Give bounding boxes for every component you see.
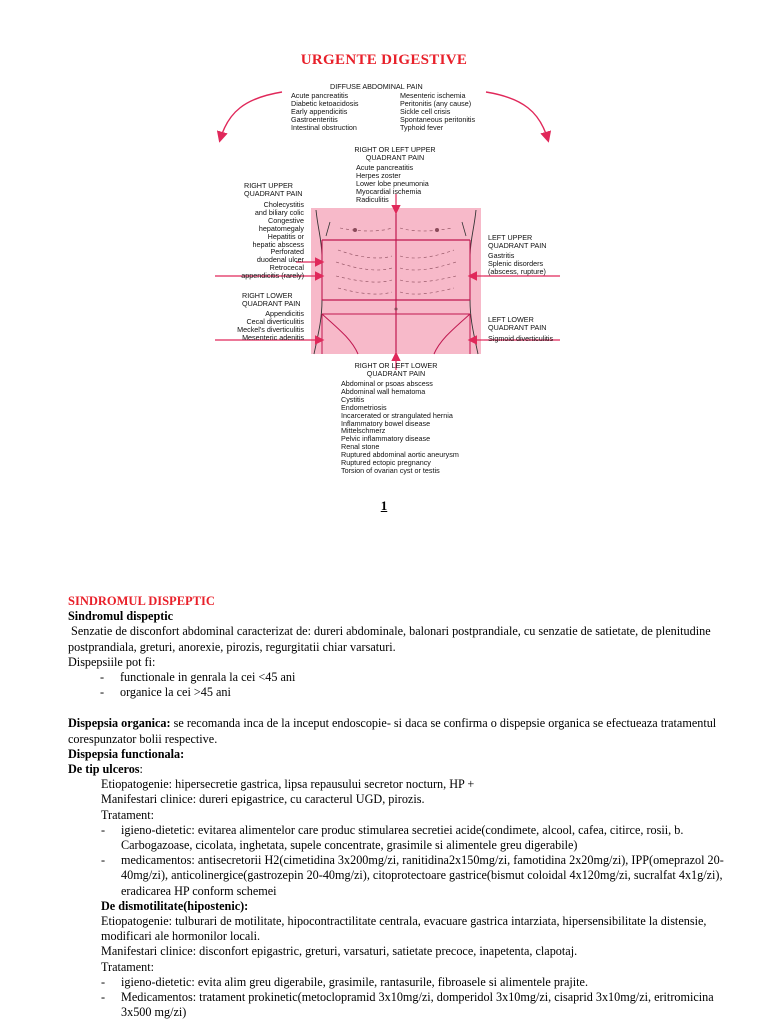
rl-upper-list — [356, 164, 429, 204]
rl-lower-list — [341, 380, 459, 475]
list-item: - igieno-dietetic: evitarea alimentelor care produc stimularea secretiei acide(condimete, alcool, cafea, citirce, rosii, b. Carbogazoase, cicolata, inghetata, supele concentrate, grasimile si alimentele greu digerabile) — [101, 822, 684, 853]
types-list — [68, 670, 728, 700]
list-item: Myocardial ischemia — [356, 186, 422, 196]
page-title: URGENTE DIGESTIVE — [300, 52, 468, 68]
organica-paragraph: Dispepsia organica: se recomanda inca de la inceput endoscopie- si daca se confirma o dispepsie organica se efectueaza tratamentul corespunzator bolii respective. — [68, 716, 720, 746]
list-item: Sigmoid diverticulitis — [488, 334, 554, 343]
dismotilitate-heading: De dismotilitate(hipostenic): — [101, 898, 249, 913]
right-upper-list — [222, 201, 304, 280]
list-item: Endometriosis — [341, 402, 387, 412]
list-item: Diabetic ketoacidosis — [291, 98, 359, 108]
list-item: Cystitis — [341, 394, 365, 404]
list-item: - functionale in genrala la cei <45 ani — [100, 670, 296, 685]
list-item: Gastroenteritis — [291, 114, 338, 124]
ulceros-heading: De tip ulceros: — [68, 762, 143, 777]
list-item: - Medicamentos: tratament prokinetic(metoclopramid 3x10mg/zi, domperidol 3x10mg/zi, cisaprid 3x10mg/zi, eritromicina 3x500 mg/zi) — [101, 990, 714, 1020]
list-item: duodenal ulcer — [256, 255, 304, 265]
list-item: Splenic disorders — [488, 258, 544, 268]
right-lower-list — [216, 310, 304, 342]
list-item: Acute pancreatitis — [291, 91, 349, 100]
diffuse-pain-list-left — [291, 92, 359, 132]
list-item: Meckel's diverticulitis — [237, 324, 304, 334]
list-item: Retrocecal — [269, 263, 304, 273]
list-item: Sickle cell crisis — [400, 106, 451, 116]
list-item: Herpes zoster — [356, 170, 401, 180]
left-lower-heading: LEFT LOWER QUADRANT PAIN — [488, 315, 547, 332]
list-item: Peritonitis (any cause) — [400, 98, 472, 108]
list-item: Mesenteric ischemia — [400, 91, 466, 100]
list-item: Intestinal obstruction — [291, 122, 357, 132]
list-item: Incarcerated or strangulated hernia — [341, 410, 453, 420]
list-item: Hepatitis or — [267, 231, 304, 241]
list-item: Perforated — [270, 247, 304, 257]
list-item: Acute pancreatitis — [356, 163, 414, 172]
list-item: Congestive — [268, 215, 304, 225]
diffuse-arrow-left — [220, 92, 282, 140]
list-item: Lower lobe pneumonia — [356, 178, 429, 188]
right-lower-heading: RIGHT LOWER QUADRANT PAIN — [242, 291, 301, 308]
functionala-heading: Dispepsia functionala: — [68, 746, 185, 761]
list-item: Cholecystitis — [263, 200, 304, 209]
intro-paragraph: Senzatie de disconfort abdominal caracterizat de: dureri abdominale, balonari postprandiale, cu senzatie de satietate, de plenitudine postprandiala, greturi, anorexie, pirozis, regurgitatii chiar varsaturi. — [68, 624, 714, 654]
list-item: Gastritis — [488, 251, 515, 260]
list-item: and biliary colic — [254, 207, 304, 217]
page-number: 1 — [380, 498, 388, 513]
list-item: Spontaneous peritonitis — [400, 114, 476, 124]
document-body — [68, 594, 728, 1020]
list-item: hepatomegaly — [258, 223, 304, 233]
list-item: Mittelschmerz — [341, 426, 386, 436]
diffuse-pain-list-right — [400, 92, 475, 132]
list-item: (abscess, rupture) — [488, 266, 546, 276]
abdominal-pain-diagram — [0, 0, 768, 480]
list-item: Abdominal or psoas abscess — [341, 379, 433, 388]
list-item: Appendicitis — [265, 309, 304, 318]
left-upper-list — [488, 252, 546, 276]
dismotilitate-treatment-list — [68, 975, 728, 1021]
list-item: appendicitis (rarely) — [241, 271, 304, 281]
list-item: Inflammatory bowel disease — [341, 418, 431, 428]
right-upper-heading: RIGHT UPPER QUADRANT PAIN — [244, 181, 303, 198]
list-item: hepatic abscess — [252, 239, 304, 249]
ulceros-section: Etiopatogenie: hipersecretie gastrica, lipsa repausului secretor nocturn, HP + Manifestari clinice: dureri epigastrice, cu caracterul UGD, pirozis. Tratament: — [101, 777, 475, 822]
left-lower-list — [488, 335, 553, 343]
list-item: Pelvic inflammatory disease — [341, 434, 431, 444]
list-item: Ruptured ectopic pregnancy — [341, 458, 431, 468]
list-item: Abdominal wall hematoma — [341, 386, 426, 396]
subtitle: Sindromul dispeptic — [68, 609, 174, 624]
list-item: Ruptured abdominal aortic aneurysm — [341, 450, 459, 460]
diffuse-arrow-right — [486, 92, 548, 140]
list-item: Renal stone — [341, 442, 380, 452]
rl-upper-heading: RIGHT OR LEFT UPPER QUADRANT PAIN — [354, 145, 436, 162]
list-item: Cecal diverticulitis — [246, 316, 304, 326]
types-intro: Dispepsiile pot fi: — [68, 654, 156, 669]
diffuse-pain-heading: DIFFUSE ABDOMINAL PAIN — [330, 82, 423, 91]
list-item: Early appendicitis — [291, 106, 348, 116]
list-item: Torsion of ovarian cyst or testis — [341, 465, 440, 475]
left-upper-heading: LEFT UPPER QUADRANT PAIN — [488, 233, 547, 250]
ulceros-treatment-list — [68, 823, 728, 899]
list-item: - igieno-dietetic: evita alim greu digerabile, grasimile, rantasurile, fibroasele si alimentele prajite. — [101, 974, 589, 989]
dismotilitate-section: Etiopatogenie: tulburari de motilitate, hipocontractilitate centrala, evacuare gastrica intarziata, hipersensibilitate la distensie, modificari ale hormonilor locali. Manifestari clinice: disconfort epigastric, greturi, varsaturi, satietate precoce, inapetenta, clapotaj. Tratament: — [101, 914, 707, 974]
list-item: - medicamentos: antisecretorii H2(cimetidina 3x200mg/zi, ranitidina2x150mg/zi, famotidina 2x20mg/zi), IPP(omeprazol 20-40mg/zi), anticolinergice(gastrozepin 20-40mg/zi), citoprotectoare gastrice(bismut coloidal 4x120mg/zi, sucralfat 4x1g/zi), eradicarea HP conform schemei — [101, 853, 724, 898]
list-item: Mesenteric adenitis — [242, 332, 304, 342]
list-item: Radiculitis — [356, 194, 389, 204]
rl-lower-heading: RIGHT OR LEFT LOWER QUADRANT PAIN — [354, 361, 438, 378]
section-title: SINDROMUL DISPEPTIC — [68, 594, 215, 608]
list-item: Typhoid fever — [400, 122, 444, 132]
list-item: - organice la cei >45 ani — [100, 685, 231, 700]
